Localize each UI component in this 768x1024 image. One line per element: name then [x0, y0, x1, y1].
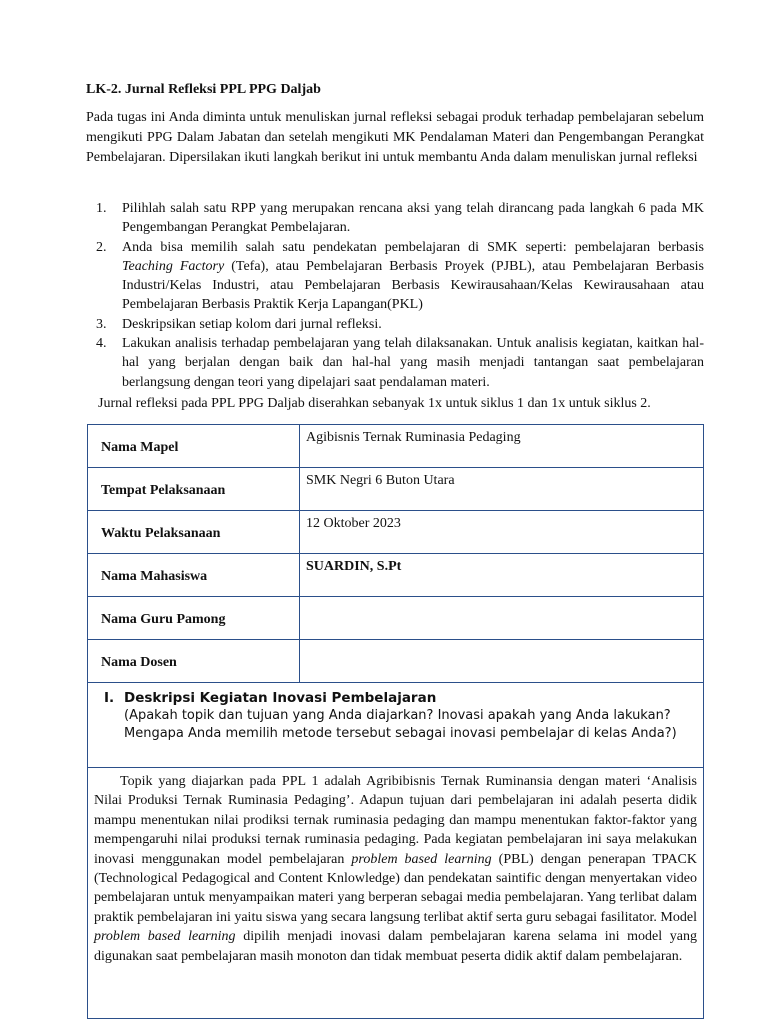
section-title-text: Deskripsi Kegiatan Inovasi Pembelajaran [124, 690, 437, 706]
section-header-cell [88, 683, 704, 768]
step-number: 4. [96, 336, 107, 352]
step-text: Pilihlah salah satu RPP yang merupakan rencana aksi yang telah dirancang pada langkah 6 pada MK Pengembangan Perangkat Pembelajaran. [122, 201, 704, 236]
description-cell [88, 768, 704, 1019]
row-label: Tempat Pelaksanaan [88, 468, 300, 511]
reflection-table [87, 424, 704, 1019]
description-row [88, 768, 704, 1019]
list-item [96, 238, 704, 315]
step-text: Deskripsikan setiap kolom dari jurnal refleksi. [122, 316, 382, 332]
list-item [96, 199, 704, 238]
section-number: I. [104, 690, 115, 706]
row-value [300, 597, 704, 640]
step-text: Anda bisa memilih salah satu pendekatan pembelajaran di SMK seperti: pembelajaran berbasis [122, 239, 704, 255]
table-row [88, 554, 704, 597]
document-title: LK-2. Jurnal Refleksi PPL PPG Daljab [86, 82, 321, 97]
row-value: Agibisnis Ternak Ruminasia Pedaging [300, 425, 704, 468]
table-row [88, 640, 704, 683]
description-paragraph [88, 768, 703, 966]
list-item [96, 334, 704, 392]
list-item [96, 315, 704, 334]
step-number: 2. [96, 239, 107, 255]
description-italic: problem based learning [94, 929, 236, 945]
steps-list [96, 199, 704, 392]
table-row [88, 597, 704, 640]
table-row [88, 468, 704, 511]
row-label: Nama Mahasiswa [88, 554, 300, 597]
description-text: dipilih menjadi inovasi dalam pembelajaran karena selama ini model yang digunakan saat pembelajaran masih monoton dan tidak membuat peserta didik aktif dalam pembelajaran. [94, 929, 697, 964]
row-label: Nama Dosen [88, 640, 300, 683]
row-value [300, 640, 704, 683]
description-italic: problem based learning [351, 851, 492, 867]
section-title [104, 689, 693, 707]
step-number: 3. [96, 316, 107, 332]
row-label: Nama Guru Pamong [88, 597, 300, 640]
row-label: Waktu Pelaksanaan [88, 511, 300, 554]
row-label: Nama Mapel [88, 425, 300, 468]
closing-note: Jurnal refleksi pada PPL PPG Daljab diserahkan sebanyak 1x untuk siklus 1 dan 1x untuk siklus 2. [98, 396, 651, 411]
step-text: Lakukan analisis terhadap pembelajaran yang telah dilaksanakan. Untuk analisis kegiatan, kaitkan hal-hal yang berjalan dengan baik dan hal-hal yang masih menjadi tantangan saat pembelajaran berlangsung dengan teori yang dipelajari saat pendalaman materi. [122, 336, 704, 390]
description-text: Topik yang diajarkan pada PPL 1 adalah Agribibisnis Ternak Ruminansia dengan materi ‘Analisis Nilai Produksi Ternak Ruminasia Pedaging’. Adapun tujuan dari pembelajaran ini adalah peserta didik mampu menentukan nilai prodiksi ternak ruminasia pedaging dan mampu menentukan faktor-faktor yang mempengaruhi nilai produksi ternak ruminasia pedaging. Pada kegiatan pembelajaran ini saya melakukan inovasi menggunakan model pembelajaran [94, 774, 697, 867]
section-header [88, 683, 703, 742]
step-text-italic: Teaching Factory [122, 258, 225, 274]
section-header-row [88, 683, 704, 768]
table-row [88, 425, 704, 468]
row-value: 12 Oktober 2023 [300, 511, 704, 554]
step-number: 1. [96, 201, 107, 216]
section-question: (Apakah topik dan tujuan yang Anda diajarkan? Inovasi apakah yang Anda lakukan? Mengapa Anda memilih metode tersebut sebagai inovasi pembelajar di kelas Anda?) [124, 708, 677, 741]
step-text: (Tefa), atau Pembelajaran Berbasis Proyek (PJBL), atau Pembelajaran Berbasis Industri/Kelas Industri, atau Pembelajaran Berbasis Kewirausahaan/Kelas Kewirausahaan atau Pembelajaran Berbasis Praktik Kerja Lapangan(PKL) [122, 258, 704, 313]
table-row [88, 511, 704, 554]
description-text: (PBL) dengan penerapan TPACK (Technological Pedagogical and Content Knlowledge) dan pendekatan saintific dengan menyertakan video pembelajaran untuk menyampaikan materi yang berperan sebagai media pembelajaran. Yang terlibat dalam praktik pembelajaran ini yaitu siswa yang secara langsung terlibat aktif serta guru sebagai fasilitator. Model [94, 851, 698, 925]
row-value: SUARDIN, S.Pt [300, 554, 704, 597]
intro-paragraph: Pada tugas ini Anda diminta untuk menuliskan jurnal refleksi sebagai produk terhadap pembelajaran sebelum mengikuti PPG Dalam Jabatan dan setelah mengikuti MK Pendalaman Materi dan Pengembangan Perangkat Pembelajaran. Dipersilakan ikuti langkah berikut ini untuk membantu Anda dalam menuliskan jurnal refleksi [86, 110, 704, 165]
row-value: SMK Negri 6 Buton Utara [300, 468, 704, 511]
